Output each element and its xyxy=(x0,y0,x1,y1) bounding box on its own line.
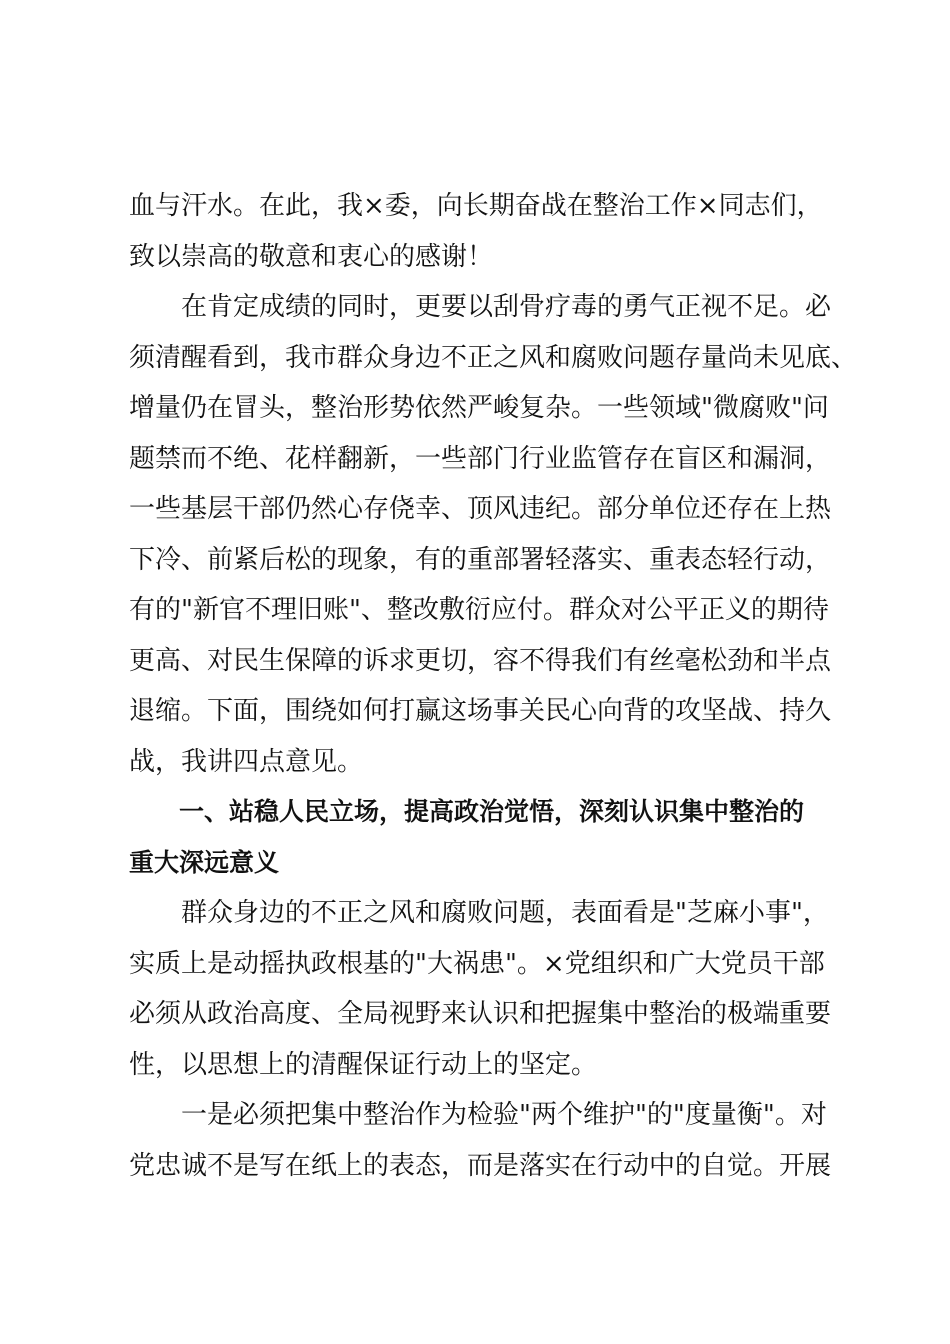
text-line: 必须从政治高度、全局视野来认识和把握集中整治的极端重要 xyxy=(129,999,832,1029)
text-line: 一是必须把集中整治作为检验"两个维护"的"度量衡"。对 xyxy=(129,1100,827,1130)
document-body xyxy=(129,181,858,1191)
text-line: 题禁而不绝、花样翻新，一些部门行业监管存在盲区和漏洞， xyxy=(129,443,832,474)
text-line: 致以崇高的敬意和衷心的感谢！ xyxy=(129,241,494,272)
text-line: 更高、对民生保障的诉求更切，容不得我们有丝毫松劲和半点 xyxy=(129,645,832,676)
paragraph-gratitude xyxy=(129,181,834,282)
paragraph-significance xyxy=(129,888,834,1090)
text-line: 实质上是动摇执政根基的"大祸患"。×党组织和广大党员干部 xyxy=(129,948,825,979)
heading-line: 重大深远意义 xyxy=(129,847,280,877)
text-line: 下冷、前紧后松的现象，有的重部署轻落实、重表态轻行动， xyxy=(129,544,832,575)
text-line: 血与汗水。在此，我×委，向长期奋战在整治工作×同志们， xyxy=(129,191,823,221)
paragraph-point-one xyxy=(129,1090,834,1191)
text-line: 在肯定成绩的同时，更要以刮骨疗毒的勇气正视不足。必 xyxy=(129,292,832,322)
paragraph-shortcomings xyxy=(129,282,858,787)
section-heading xyxy=(129,787,834,888)
text-line: 群众身边的不正之风和腐败问题，表面看是"芝麻小事"， xyxy=(129,898,829,928)
text-line: 战，我讲四点意见。 xyxy=(129,746,364,777)
text-line: 增量仍在冒头，整治形势依然严峻复杂。一些领域"微腐败"问 xyxy=(129,393,829,423)
text-line: 退缩。下面，围绕如何打赢这场事关民心向背的攻坚战、持久 xyxy=(129,696,832,726)
text-line: 须清醒看到，我市群众身边不正之风和腐败问题存量尚未见底、 xyxy=(129,342,858,373)
heading-line: 一、站稳人民立场，提高政治觉悟，深刻认识集中整治的 xyxy=(129,797,805,826)
text-line: 党忠诚不是写在纸上的表态，而是落实在行动中的自觉。开展 xyxy=(129,1150,832,1181)
text-line: 一些基层干部仍然心存侥幸、顶风违纪。部分单位还存在上热 xyxy=(129,494,832,524)
text-line: 有的"新官不理旧账"、整改敷衍应付。群众对公平正义的期待 xyxy=(129,595,829,625)
text-line: 性，以思想上的清醒保证行动上的坚定。 xyxy=(129,1049,598,1080)
